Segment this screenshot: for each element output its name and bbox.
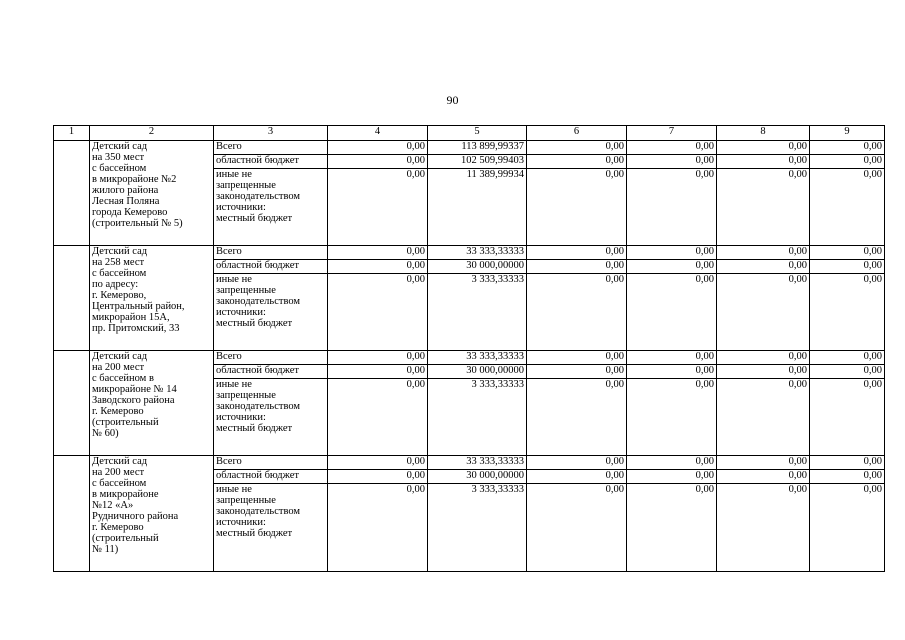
funding-source-cell: Всего xyxy=(214,456,328,470)
value-cell: 0,00 xyxy=(810,141,885,155)
value-cell: 0,00 xyxy=(627,274,717,351)
value-cell: 30 000,00000 xyxy=(428,470,527,484)
value-cell: 0,00 xyxy=(717,141,810,155)
value-cell: 0,00 xyxy=(717,260,810,274)
value-cell: 0,00 xyxy=(527,365,627,379)
value-cell: 11 389,99934 xyxy=(428,169,527,246)
value-cell: 102 509,99403 xyxy=(428,155,527,169)
value-cell: 0,00 xyxy=(527,169,627,246)
row-number-cell xyxy=(54,246,90,351)
value-cell: 113 899,99337 xyxy=(428,141,527,155)
value-cell: 3 333,33333 xyxy=(428,379,527,456)
value-cell: 0,00 xyxy=(328,169,428,246)
value-cell: 0,00 xyxy=(328,141,428,155)
value-cell: 0,00 xyxy=(328,155,428,169)
value-cell: 0,00 xyxy=(527,456,627,470)
column-header: 8 xyxy=(717,126,810,141)
budget-table xyxy=(53,125,885,572)
value-cell: 0,00 xyxy=(527,470,627,484)
row-number-cell xyxy=(54,351,90,456)
value-cell: 0,00 xyxy=(717,274,810,351)
value-cell: 0,00 xyxy=(328,351,428,365)
row-number-cell xyxy=(54,456,90,572)
value-cell: 0,00 xyxy=(627,169,717,246)
value-cell: 30 000,00000 xyxy=(428,260,527,274)
value-cell: 0,00 xyxy=(328,470,428,484)
column-header: 9 xyxy=(810,126,885,141)
value-cell: 33 333,33333 xyxy=(428,456,527,470)
value-cell: 0,00 xyxy=(810,484,885,572)
funding-source-cell: Всего xyxy=(214,246,328,260)
value-cell: 0,00 xyxy=(527,351,627,365)
value-cell: 0,00 xyxy=(717,484,810,572)
value-cell: 0,00 xyxy=(717,155,810,169)
value-cell: 0,00 xyxy=(810,351,885,365)
row-number-cell xyxy=(54,141,90,246)
value-cell: 0,00 xyxy=(627,456,717,470)
value-cell: 30 000,00000 xyxy=(428,365,527,379)
column-header: 3 xyxy=(214,126,328,141)
value-cell: 0,00 xyxy=(328,365,428,379)
column-header: 6 xyxy=(527,126,627,141)
value-cell: 0,00 xyxy=(328,379,428,456)
value-cell: 0,00 xyxy=(627,155,717,169)
column-header: 2 xyxy=(90,126,214,141)
funding-source-cell: Всего xyxy=(214,351,328,365)
value-cell: 0,00 xyxy=(810,246,885,260)
value-cell: 0,00 xyxy=(627,365,717,379)
value-cell: 0,00 xyxy=(328,260,428,274)
value-cell: 0,00 xyxy=(527,141,627,155)
funding-source-cell: областной бюджет xyxy=(214,365,328,379)
value-cell: 0,00 xyxy=(328,274,428,351)
column-header: 5 xyxy=(428,126,527,141)
funding-source-cell: областной бюджет xyxy=(214,260,328,274)
value-cell: 0,00 xyxy=(627,246,717,260)
table-row xyxy=(54,246,885,260)
value-cell: 0,00 xyxy=(717,351,810,365)
value-cell: 0,00 xyxy=(627,141,717,155)
header-row xyxy=(54,126,885,141)
value-cell: 0,00 xyxy=(717,169,810,246)
table-row xyxy=(54,141,885,155)
funding-source-cell: иные не запрещенные законодательством источники: местный бюджет xyxy=(214,169,328,246)
value-cell: 0,00 xyxy=(527,155,627,169)
table-row xyxy=(54,456,885,470)
value-cell: 0,00 xyxy=(810,470,885,484)
object-name-cell: Детский сад на 258 мест с бассейном по адресу: г. Кемерово, Центральный район, микрорайон 15А, пр. Притомский, 33 xyxy=(90,246,214,351)
column-header: 7 xyxy=(627,126,717,141)
column-header: 1 xyxy=(54,126,90,141)
column-header: 4 xyxy=(328,126,428,141)
funding-source-cell: иные не запрещенные законодательством источники: местный бюджет xyxy=(214,274,328,351)
object-name-cell: Детский сад на 350 мест с бассейном в микрорайоне №2 жилого района Лесная Поляна города Кемерово (строительный № 5) xyxy=(90,141,214,246)
value-cell: 0,00 xyxy=(627,379,717,456)
value-cell: 0,00 xyxy=(810,456,885,470)
value-cell: 0,00 xyxy=(627,260,717,274)
value-cell: 0,00 xyxy=(328,456,428,470)
value-cell: 0,00 xyxy=(527,260,627,274)
value-cell: 33 333,33333 xyxy=(428,351,527,365)
value-cell: 0,00 xyxy=(527,246,627,260)
value-cell: 3 333,33333 xyxy=(428,274,527,351)
value-cell: 0,00 xyxy=(717,246,810,260)
value-cell: 0,00 xyxy=(627,351,717,365)
value-cell: 0,00 xyxy=(717,456,810,470)
value-cell: 0,00 xyxy=(717,365,810,379)
value-cell: 0,00 xyxy=(810,379,885,456)
value-cell: 0,00 xyxy=(810,260,885,274)
value-cell: 0,00 xyxy=(810,169,885,246)
value-cell: 0,00 xyxy=(627,470,717,484)
funding-source-cell: областной бюджет xyxy=(214,470,328,484)
table-row xyxy=(54,351,885,365)
value-cell: 0,00 xyxy=(527,484,627,572)
value-cell: 0,00 xyxy=(328,484,428,572)
object-name-cell: Детский сад на 200 мест с бассейном в микрорайоне № 14 Заводского района г. Кемерово (строительный № 60) xyxy=(90,351,214,456)
page-number: 90 xyxy=(446,93,459,107)
object-name-cell: Детский сад на 200 мест с бассейном в микрорайоне №12 «А» Рудничного района г. Кемерово (строительный № 11) xyxy=(90,456,214,572)
value-cell: 33 333,33333 xyxy=(428,246,527,260)
value-cell: 0,00 xyxy=(527,379,627,456)
value-cell: 0,00 xyxy=(527,274,627,351)
value-cell: 0,00 xyxy=(328,246,428,260)
value-cell: 0,00 xyxy=(810,155,885,169)
funding-source-cell: иные не запрещенные законодательством источники: местный бюджет xyxy=(214,484,328,572)
funding-source-cell: Всего xyxy=(214,141,328,155)
value-cell: 3 333,33333 xyxy=(428,484,527,572)
value-cell: 0,00 xyxy=(717,379,810,456)
funding-source-cell: областной бюджет xyxy=(214,155,328,169)
value-cell: 0,00 xyxy=(627,484,717,572)
value-cell: 0,00 xyxy=(717,470,810,484)
funding-source-cell: иные не запрещенные законодательством источники: местный бюджет xyxy=(214,379,328,456)
value-cell: 0,00 xyxy=(810,365,885,379)
value-cell: 0,00 xyxy=(810,274,885,351)
